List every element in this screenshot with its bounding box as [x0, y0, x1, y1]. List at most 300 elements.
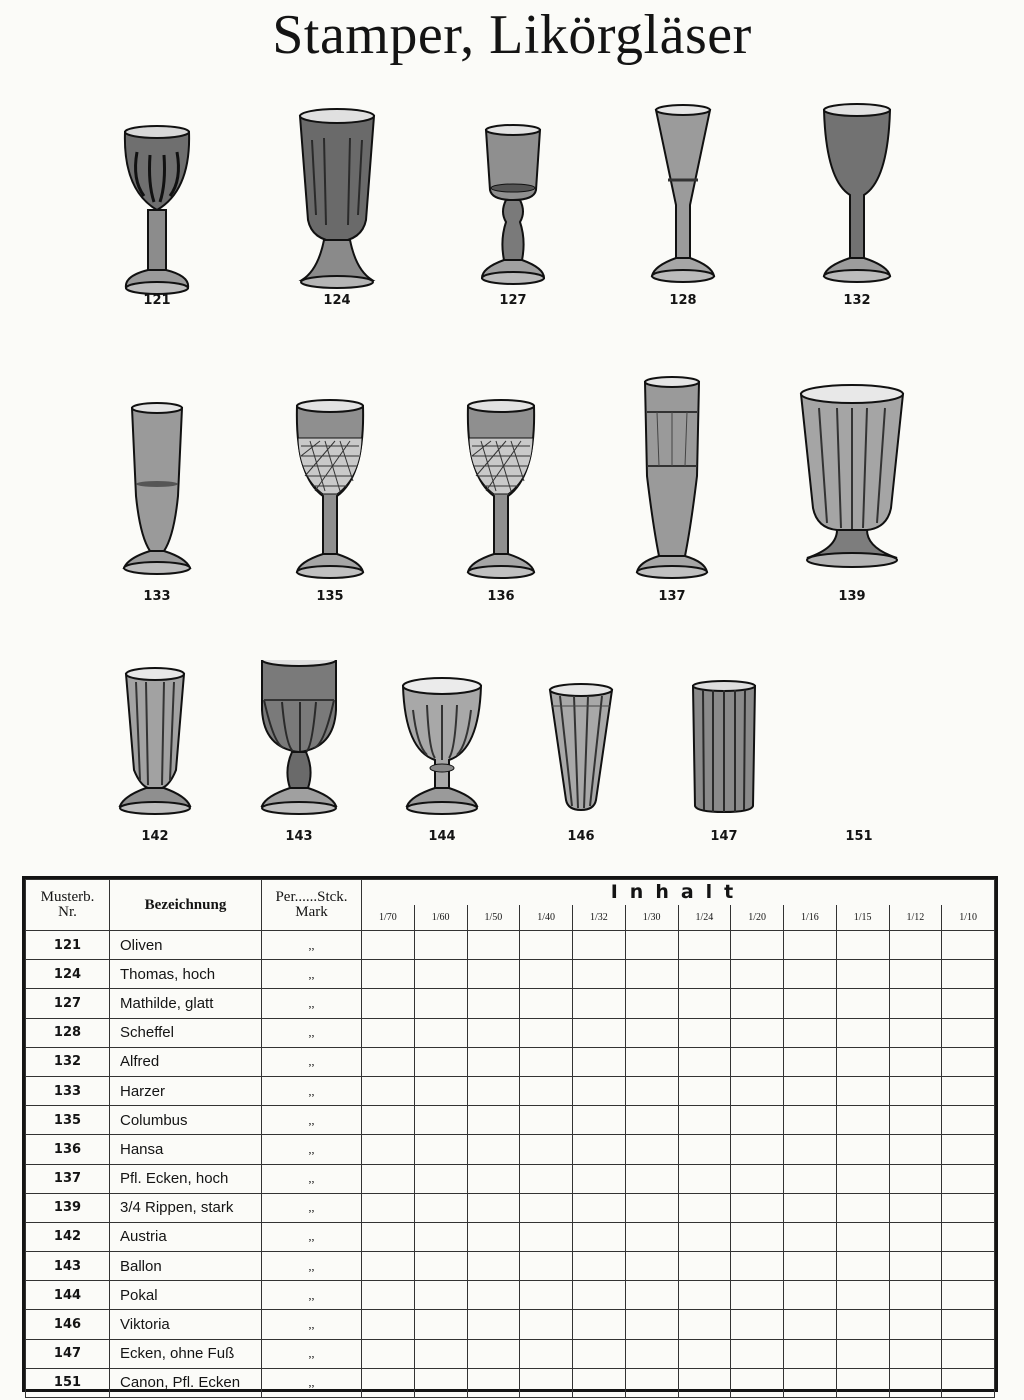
empty-cell: [573, 1018, 626, 1047]
glass-illustration: [794, 660, 924, 850]
empty-cell: [520, 1310, 573, 1339]
empty-cell: [889, 1106, 942, 1135]
empty-cell: [942, 1135, 995, 1164]
row-price: ,,: [262, 1368, 362, 1397]
glass-number: 128: [669, 293, 697, 308]
stemmed-glass-icon: [607, 376, 737, 596]
row-name: Harzer: [110, 1076, 262, 1105]
row-name: Scheffel: [110, 1018, 262, 1047]
row-price: ,,: [262, 1047, 362, 1076]
empty-cell: [520, 1076, 573, 1105]
table-row: [26, 1368, 995, 1397]
empty-cell: [573, 1310, 626, 1339]
empty-cell: [678, 1281, 731, 1310]
empty-cell: [414, 989, 467, 1018]
empty-cell: [731, 931, 784, 960]
empty-cell: [889, 1135, 942, 1164]
empty-cell: [678, 1339, 731, 1368]
empty-cell: [625, 1281, 678, 1310]
table-row: [26, 1310, 995, 1339]
row-name: Alfred: [110, 1047, 262, 1076]
empty-cell: [625, 1135, 678, 1164]
empty-cell: [414, 1368, 467, 1397]
empty-cell: [625, 1164, 678, 1193]
empty-cell: [414, 1222, 467, 1251]
empty-cell: [362, 1310, 415, 1339]
empty-cell: [467, 1193, 520, 1222]
empty-cell: [414, 1193, 467, 1222]
empty-cell: [731, 960, 784, 989]
empty-cell: [942, 1281, 995, 1310]
empty-cell: [836, 1310, 889, 1339]
stemmed-glass-icon: [272, 100, 402, 320]
fraction-header: 1/16: [784, 905, 837, 931]
fraction-header: 1/24: [678, 905, 731, 931]
empty-cell: [520, 1018, 573, 1047]
glass-illustration: [92, 100, 222, 340]
empty-cell: [836, 1106, 889, 1135]
empty-cell: [362, 1222, 415, 1251]
empty-cell: [784, 931, 837, 960]
empty-cell: [836, 1164, 889, 1193]
empty-cell: [836, 1339, 889, 1368]
page-title: Stamper, Likörgläser: [272, 4, 752, 66]
empty-cell: [784, 1076, 837, 1105]
row-number: 128: [26, 1018, 110, 1047]
glass-illustration: [787, 378, 917, 618]
empty-cell: [784, 1047, 837, 1076]
row-number: 124: [26, 960, 110, 989]
fraction-header: 1/30: [625, 905, 678, 931]
fraction-header: 1/60: [414, 905, 467, 931]
glass-number: 144: [428, 829, 456, 844]
table-row: [26, 1193, 995, 1222]
row-name: Mathilde, glatt: [110, 989, 262, 1018]
empty-cell: [942, 1106, 995, 1135]
empty-cell: [678, 1047, 731, 1076]
glass-illustration: [618, 100, 748, 340]
empty-cell: [520, 989, 573, 1018]
glass-illustration: [92, 396, 222, 636]
empty-cell: [784, 1193, 837, 1222]
empty-cell: [573, 1252, 626, 1281]
row-price: ,,: [262, 1339, 362, 1368]
row-number: 139: [26, 1193, 110, 1222]
empty-cell: [784, 1310, 837, 1339]
empty-cell: [573, 931, 626, 960]
glass-illustration: [90, 660, 220, 900]
empty-cell: [731, 1106, 784, 1135]
empty-cell: [625, 1339, 678, 1368]
empty-cell: [362, 1164, 415, 1193]
row-number: 132: [26, 1047, 110, 1076]
empty-cell: [467, 989, 520, 1018]
stemmed-glass-icon: [92, 100, 222, 320]
empty-cell: [889, 989, 942, 1018]
row-name: Ecken, ohne Fuß: [110, 1339, 262, 1368]
empty-cell: [731, 1076, 784, 1105]
empty-cell: [414, 1310, 467, 1339]
empty-cell: [678, 1368, 731, 1397]
empty-cell: [467, 1368, 520, 1397]
empty-cell: [520, 1164, 573, 1193]
empty-cell: [573, 1339, 626, 1368]
empty-cell: [889, 1193, 942, 1222]
empty-cell: [573, 1106, 626, 1135]
empty-cell: [784, 1164, 837, 1193]
empty-cell: [731, 1164, 784, 1193]
empty-cell: [625, 1193, 678, 1222]
row-name: Viktoria: [110, 1310, 262, 1339]
row-number: 147: [26, 1339, 110, 1368]
empty-cell: [731, 1047, 784, 1076]
table-row: [26, 1222, 995, 1251]
empty-cell: [362, 931, 415, 960]
empty-cell: [784, 1106, 837, 1135]
row-name: Pokal: [110, 1281, 262, 1310]
glass-illustration: [792, 100, 922, 340]
empty-cell: [836, 1281, 889, 1310]
per-stck-label: Per......Stck.: [275, 889, 348, 905]
table-row: [26, 1281, 995, 1310]
empty-cell: [678, 931, 731, 960]
row-number: 136: [26, 1135, 110, 1164]
table-row: [26, 1076, 995, 1105]
empty-cell: [573, 1222, 626, 1251]
stemmed-glass-icon: [377, 660, 507, 880]
row-price: ,,: [262, 1222, 362, 1251]
empty-cell: [889, 1018, 942, 1047]
row-number: 142: [26, 1222, 110, 1251]
mark-label: Mark: [295, 904, 328, 920]
empty-cell: [467, 1047, 520, 1076]
glass-number: 133: [143, 589, 171, 604]
empty-cell: [625, 989, 678, 1018]
empty-cell: [414, 1135, 467, 1164]
empty-cell: [414, 1252, 467, 1281]
empty-cell: [942, 1222, 995, 1251]
glass-number: 136: [487, 589, 515, 604]
glass-illustration: [272, 100, 402, 340]
table-row: [26, 1018, 995, 1047]
empty-cell: [889, 1076, 942, 1105]
price-table: [22, 876, 998, 1392]
row-price: ,,: [262, 1193, 362, 1222]
empty-cell: [678, 1076, 731, 1105]
empty-cell: [678, 1310, 731, 1339]
musterb-nr-header: [26, 880, 110, 931]
row-number: 146: [26, 1310, 110, 1339]
price-table-grid: [25, 879, 995, 1398]
table-row: [26, 1164, 995, 1193]
empty-cell: [362, 1106, 415, 1135]
empty-cell: [942, 989, 995, 1018]
empty-cell: [942, 1164, 995, 1193]
row-name: Ballon: [110, 1252, 262, 1281]
glass-illustration: [659, 660, 789, 900]
empty-cell: [573, 1135, 626, 1164]
empty-cell: [889, 1164, 942, 1193]
row-number: 151: [26, 1368, 110, 1397]
empty-cell: [520, 1252, 573, 1281]
row-number: 127: [26, 989, 110, 1018]
row-price: ,,: [262, 1164, 362, 1193]
fraction-header: 1/40: [520, 905, 573, 931]
empty-cell: [467, 960, 520, 989]
empty-cell: [942, 1368, 995, 1397]
empty-cell: [625, 931, 678, 960]
empty-cell: [414, 1339, 467, 1368]
empty-cell: [625, 1222, 678, 1251]
row-name: Canon, Pfl. Ecken: [110, 1368, 262, 1397]
empty-cell: [784, 1222, 837, 1251]
empty-cell: [625, 1106, 678, 1135]
glass-number: 132: [843, 293, 871, 308]
empty-cell: [784, 1281, 837, 1310]
empty-cell: [362, 1368, 415, 1397]
stemmed-glass-icon: [92, 396, 222, 616]
empty-cell: [784, 989, 837, 1018]
empty-cell: [520, 960, 573, 989]
price-header: [262, 880, 362, 931]
empty-cell: [889, 1047, 942, 1076]
empty-cell: [414, 960, 467, 989]
stemmed-glass-icon: [234, 660, 364, 880]
empty-cell: [520, 931, 573, 960]
empty-cell: [520, 1193, 573, 1222]
empty-cell: [362, 1076, 415, 1105]
stemmed-glass-icon: [265, 396, 395, 616]
empty-cell: [678, 960, 731, 989]
empty-cell: [625, 960, 678, 989]
row-name: Columbus: [110, 1106, 262, 1135]
empty-cell: [467, 1135, 520, 1164]
inhalt-header: Inhalt: [362, 880, 995, 906]
row-number: 121: [26, 931, 110, 960]
row-number: 135: [26, 1106, 110, 1135]
empty-cell: [625, 1076, 678, 1105]
empty-cell: [678, 1193, 731, 1222]
empty-cell: [836, 989, 889, 1018]
empty-cell: [836, 931, 889, 960]
glass-number: 151: [845, 829, 873, 844]
empty-cell: [731, 1135, 784, 1164]
tumbler-glass-icon: [516, 660, 646, 880]
fraction-header: 1/12: [889, 905, 942, 931]
empty-cell: [467, 1076, 520, 1105]
empty-cell: [731, 1339, 784, 1368]
empty-cell: [942, 1339, 995, 1368]
empty-cell: [731, 1252, 784, 1281]
empty-cell: [731, 989, 784, 1018]
empty-cell: [467, 1222, 520, 1251]
empty-cell: [573, 960, 626, 989]
empty-cell: [731, 1193, 784, 1222]
glass-number: 127: [499, 293, 527, 308]
empty-cell: [836, 1193, 889, 1222]
glass-number: 147: [710, 829, 738, 844]
empty-cell: [520, 1222, 573, 1251]
empty-cell: [889, 1368, 942, 1397]
row-number: 143: [26, 1252, 110, 1281]
row-number: 137: [26, 1164, 110, 1193]
glass-number: 135: [316, 589, 344, 604]
empty-cell: [942, 1018, 995, 1047]
empty-cell: [731, 1018, 784, 1047]
empty-cell: [942, 1076, 995, 1105]
empty-cell: [467, 1106, 520, 1135]
glass-number: 137: [658, 589, 686, 604]
empty-cell: [625, 1368, 678, 1397]
glass-number: 139: [838, 589, 866, 604]
row-price: ,,: [262, 1281, 362, 1310]
empty-cell: [678, 1164, 731, 1193]
empty-cell: [362, 960, 415, 989]
empty-cell: [362, 1047, 415, 1076]
table-row: [26, 1252, 995, 1281]
empty-cell: [889, 1281, 942, 1310]
empty-cell: [467, 1310, 520, 1339]
empty-cell: [731, 1222, 784, 1251]
table-row: [26, 931, 995, 960]
row-name: Austria: [110, 1222, 262, 1251]
stemmed-glass-icon: [436, 396, 566, 616]
row-name: Thomas, hoch: [110, 960, 262, 989]
empty-cell: [678, 1018, 731, 1047]
table-row: [26, 1339, 995, 1368]
empty-cell: [625, 1310, 678, 1339]
empty-cell: [731, 1368, 784, 1397]
stemmed-glass-icon: [787, 378, 917, 598]
empty-cell: [836, 1047, 889, 1076]
empty-cell: [520, 1047, 573, 1076]
empty-cell: [467, 931, 520, 960]
empty-cell: [836, 1076, 889, 1105]
table-row: [26, 1135, 995, 1164]
empty-cell: [836, 1252, 889, 1281]
empty-cell: [573, 1368, 626, 1397]
row-name: 3/4 Rippen, stark: [110, 1193, 262, 1222]
empty-cell: [414, 1281, 467, 1310]
empty-cell: [573, 1281, 626, 1310]
empty-cell: [784, 1135, 837, 1164]
empty-cell: [836, 1135, 889, 1164]
empty-cell: [784, 960, 837, 989]
empty-cell: [414, 1047, 467, 1076]
empty-cell: [414, 1164, 467, 1193]
empty-cell: [520, 1106, 573, 1135]
empty-cell: [625, 1047, 678, 1076]
glass-number: 146: [567, 829, 595, 844]
fraction-header: 1/15: [836, 905, 889, 931]
empty-cell: [362, 1135, 415, 1164]
stemmed-glass-icon: [90, 660, 220, 880]
empty-cell: [573, 1193, 626, 1222]
empty-cell: [678, 1252, 731, 1281]
empty-cell: [889, 1310, 942, 1339]
empty-cell: [678, 989, 731, 1018]
empty-cell: [520, 1368, 573, 1397]
empty-cell: [414, 1018, 467, 1047]
empty-cell: [836, 960, 889, 989]
empty-cell: [889, 1252, 942, 1281]
empty-cell: [678, 1106, 731, 1135]
table-row: [26, 960, 995, 989]
glass-illustration: [448, 100, 578, 340]
row-price: ,,: [262, 931, 362, 960]
fraction-header: 1/32: [573, 905, 626, 931]
empty-cell: [520, 1339, 573, 1368]
empty-cell: [836, 1368, 889, 1397]
empty-cell: [889, 1339, 942, 1368]
glass-number: 124: [323, 293, 351, 308]
musterb-label: Musterb.: [40, 889, 95, 905]
empty-cell: [942, 1310, 995, 1339]
glass-number: 142: [141, 829, 169, 844]
empty-cell: [467, 1164, 520, 1193]
empty-cell: [731, 1310, 784, 1339]
empty-cell: [784, 1252, 837, 1281]
stemmed-glass-icon: [448, 100, 578, 320]
table-row: [26, 989, 995, 1018]
stemmed-glass-icon: [618, 100, 748, 320]
empty-cell: [467, 1018, 520, 1047]
fraction-header: 1/50: [467, 905, 520, 931]
fraction-header: 1/70: [362, 905, 415, 931]
row-price: ,,: [262, 1106, 362, 1135]
table-body: [26, 931, 995, 1398]
empty-cell: [836, 1018, 889, 1047]
empty-cell: [467, 1339, 520, 1368]
empty-cell: [678, 1135, 731, 1164]
empty-cell: [362, 1252, 415, 1281]
empty-cell: [414, 931, 467, 960]
empty-cell: [625, 1252, 678, 1281]
empty-cell: [731, 1281, 784, 1310]
fraction-header: 1/10: [942, 905, 995, 931]
empty-cell: [573, 1076, 626, 1105]
row-price: ,,: [262, 1076, 362, 1105]
empty-cell: [520, 1135, 573, 1164]
row-price: ,,: [262, 1310, 362, 1339]
empty-cell: [784, 1339, 837, 1368]
row-price: ,,: [262, 1135, 362, 1164]
empty-cell: [784, 1018, 837, 1047]
glass-illustration: [436, 396, 566, 636]
empty-cell: [889, 960, 942, 989]
stemmed-glass-icon: [792, 100, 922, 320]
empty-cell: [362, 1281, 415, 1310]
row-number: 144: [26, 1281, 110, 1310]
row-name: Pfl. Ecken, hoch: [110, 1164, 262, 1193]
empty-cell: [942, 931, 995, 960]
glass-number: 121: [143, 293, 171, 308]
empty-cell: [414, 1076, 467, 1105]
glass-number: 143: [285, 829, 313, 844]
empty-cell: [942, 1047, 995, 1076]
table-row: [26, 1106, 995, 1135]
empty-cell: [520, 1281, 573, 1310]
glass-illustration: [234, 660, 364, 900]
empty-cell: [467, 1281, 520, 1310]
row-price: ,,: [262, 1018, 362, 1047]
empty-cell: [362, 1018, 415, 1047]
fraction-header: 1/20: [731, 905, 784, 931]
row-number: 133: [26, 1076, 110, 1105]
empty-cell: [942, 960, 995, 989]
empty-cell: [784, 1368, 837, 1397]
empty-cell: [942, 1193, 995, 1222]
